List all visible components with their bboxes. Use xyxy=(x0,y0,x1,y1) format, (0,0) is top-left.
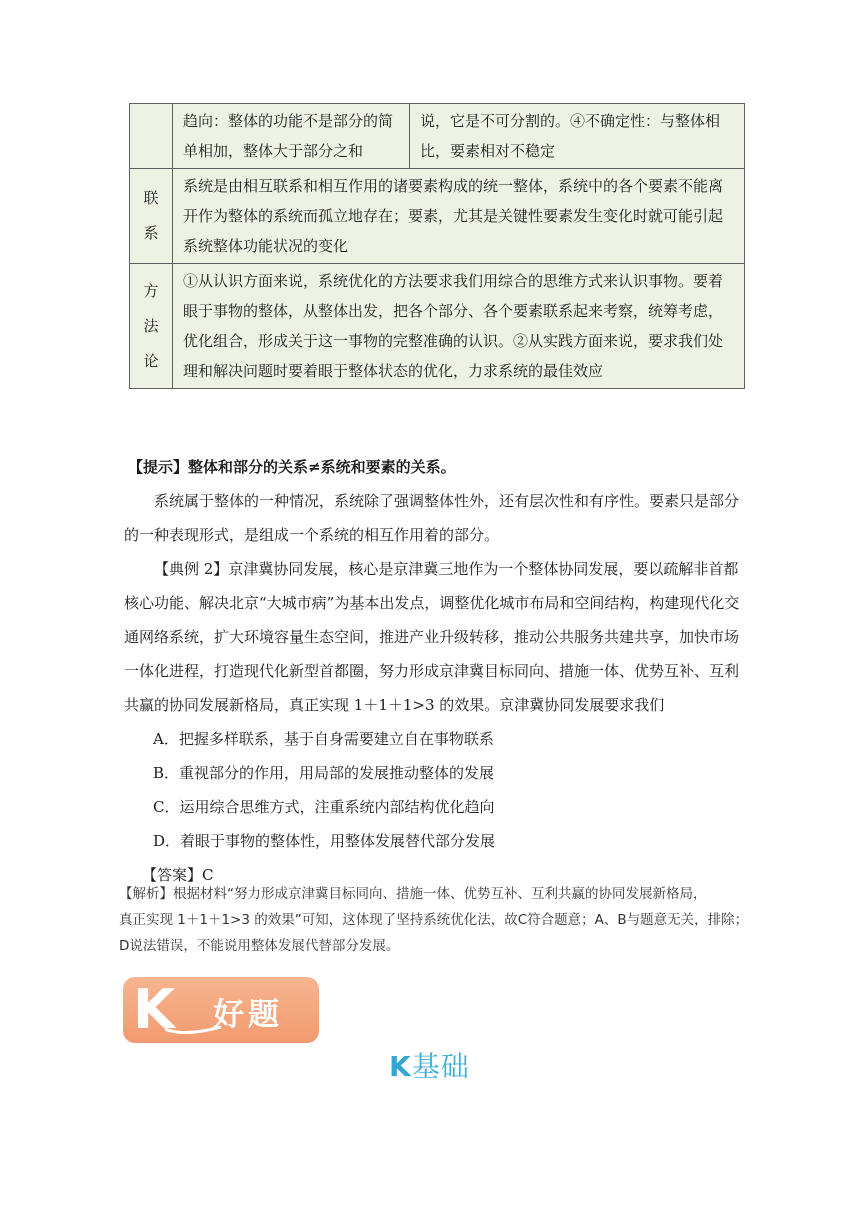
option-c: C．运用综合思维方式，注重系统内部结构优化趋向 xyxy=(153,798,495,816)
tip-explanation: 系统属于整体的一种情况，系统除了强调整体性外，还有层次性和有序性。要素只是部分的一种表现形式，是组成一个系统的相互作用着的部分。 xyxy=(124,492,740,544)
header-char: 系 xyxy=(143,224,159,242)
header-char: 论 xyxy=(143,351,159,370)
row-header-lianxi xyxy=(130,169,173,264)
table-row xyxy=(130,104,745,169)
answer-line: 【答案】C xyxy=(142,866,214,884)
haoti-logo-text: 好题 xyxy=(213,997,283,1033)
row-header-fangfalun xyxy=(130,264,173,389)
main-content xyxy=(124,450,744,892)
option-b: B．重视部分的作用，用局部的发展推动整体的发展 xyxy=(153,764,495,782)
tip-text: 整体和部分的关系≠系统和要素的关系。 xyxy=(188,458,456,476)
cell-lianxi-text: 系统是由相互联系和相互作用的诸要素构成的统一整体，系统中的各个要素不能离开作为整体的系统而孤立地存在；要素，尤其是关键性要素发生变化时就可能引起系统整体功能状况的变化 xyxy=(173,169,745,264)
jichu-logo xyxy=(389,1050,470,1084)
haoti-logo-k: K xyxy=(133,978,175,1041)
analysis-line: D说法错误，不能说用整体发展代替部分发展。 xyxy=(119,938,400,954)
haoti-logo xyxy=(123,977,319,1043)
jichu-logo-text: 基础 xyxy=(411,1050,470,1083)
header-char: 法 xyxy=(143,316,159,335)
option-d: D．着眼于事物的整体性，用整体发展替代部分发展 xyxy=(153,832,496,850)
header-char: 联 xyxy=(143,189,159,207)
tip-label: 【提示】 xyxy=(128,458,189,476)
option-a: A．把握多样联系，基于自身需要建立自在事物联系 xyxy=(153,730,494,748)
tip-heading xyxy=(124,450,744,484)
concept-table xyxy=(129,103,745,389)
row-header-empty xyxy=(130,104,173,169)
cell-uncertainty-text: 说，它是不可分割的。④不确定性：与整体相比，要素相对不稳定 xyxy=(410,104,745,169)
example-label: 【典例 2】 xyxy=(154,560,229,578)
table-row xyxy=(130,169,745,264)
analysis-line: 【解析】根据材料“努力形成京津冀目标同向、措施一体、优势互补、互利共赢的协同发展新格局， xyxy=(119,886,707,902)
cell-fangfalun-text: ①从认识方面来说，系统优化的方法要求我们用综合的思维方式来认识事物。要着眼于事物的整体，从整体出发，把各个部分、各个要素联系起来考察，统筹考虑，优化组合，形成关于这一事物的完整准确的认识。②从实践方面来说，要求我们处理和解决问题时要着眼于整体状态的优化，力求系统的最佳效应 xyxy=(173,264,745,389)
example-paragraph xyxy=(124,552,744,722)
analysis-block xyxy=(119,881,759,959)
header-char: 方 xyxy=(143,281,159,300)
example-text: 京津冀协同发展，核心是京津冀三地作为一个整体协同发展，要以疏解非首都核心功能、解决北京“大城市病”为基本出发点，调整优化城市布局和空间结构，构建现代化交通网络系统，扩大环境容量生态空间，推进产业升级转移，推动公共服务共建共享，加快市场一体化进程，打造现代化新型首都圈，努力形成京津冀目标同向、措施一体、优势互补、互利共赢的协同发展新格局，真正实现 1＋1＋1>3 的效果。京津冀协同发展要求我们 xyxy=(124,560,740,714)
table-row xyxy=(130,264,745,389)
analysis-line: 真正实现 1＋1＋1>3 的效果”可知，这体现了坚持系统优化法，故C符合题意；A、B与题意无关，排除； xyxy=(119,912,749,928)
cell-trend-text: 趋向：整体的功能不是部分的简单相加，整体大于部分之和 xyxy=(173,104,410,169)
jichu-logo-k: K xyxy=(389,1050,412,1083)
